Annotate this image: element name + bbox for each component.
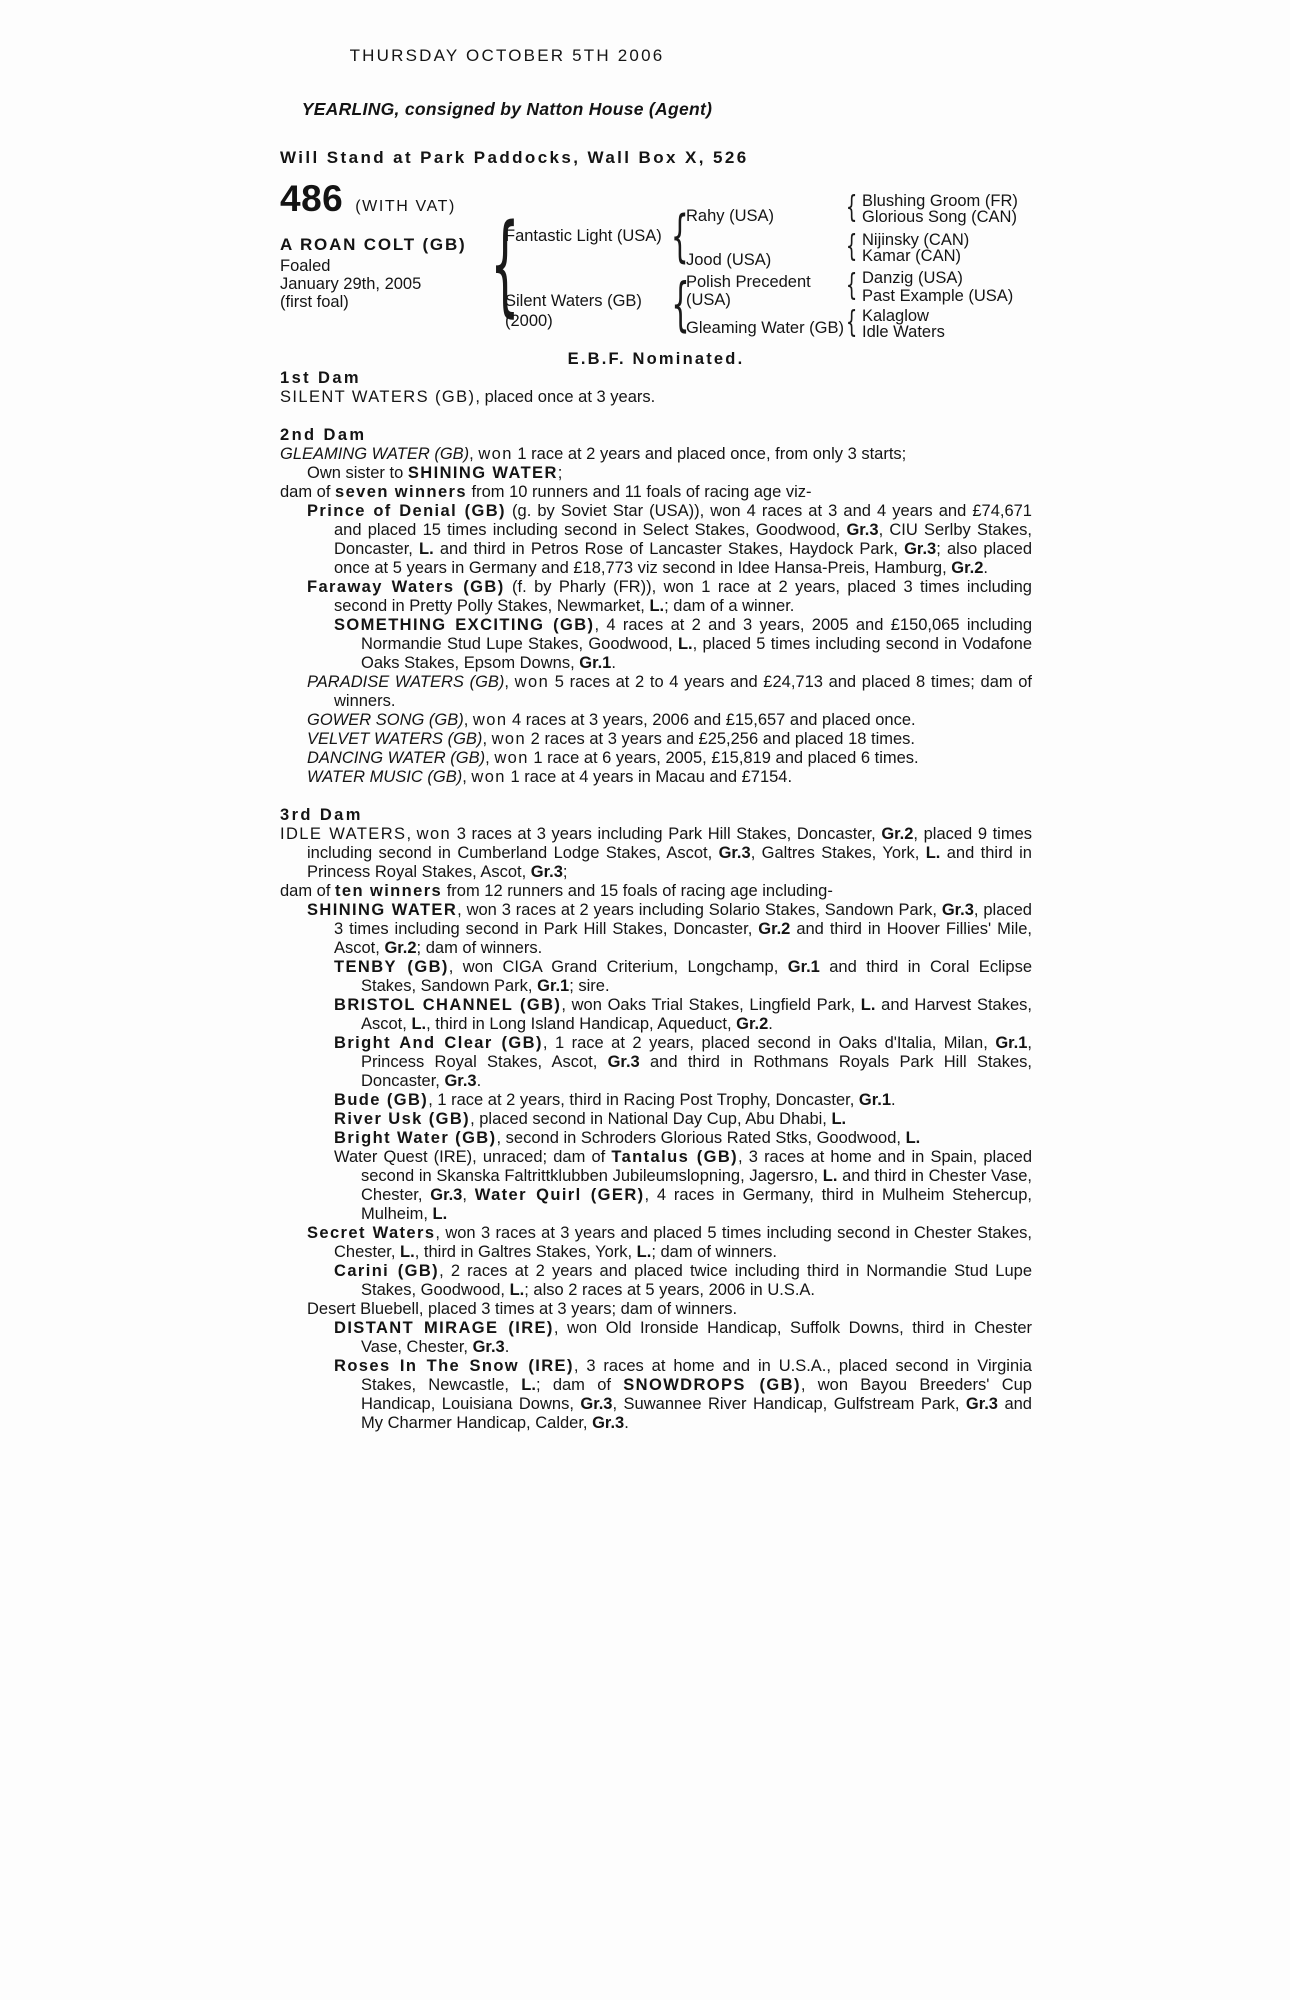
text-run: , second in Schroders Glorious Rated Stks, Goodwood, [496, 1129, 906, 1147]
pedigree-brace-sire: { [670, 204, 689, 269]
catalogue-text-column [280, 350, 1032, 1433]
pedigree-paragraph [280, 730, 1032, 749]
text-run: L. [822, 1167, 838, 1185]
pedigree-brace-gg3: { [845, 268, 858, 303]
text-run: Gr.1 [787, 958, 820, 976]
text-run: PARADISE WATERS (GB) [307, 673, 505, 691]
text-run: , third in Long Island Handicap, Aqueduct, [426, 1015, 737, 1033]
text-run: SHINING WATER [407, 464, 558, 482]
pedigree-paragraph [280, 768, 1032, 787]
text-run: and third in Chester Vase, Chester, [361, 1167, 1032, 1204]
text-run: and third in Hoover Fillies' Mile, Ascot, [334, 920, 1032, 957]
text-run: Gr.2 [881, 825, 914, 843]
pedigree-paragraph [280, 1148, 1032, 1224]
foaled-label: Foaled [280, 257, 331, 275]
text-run: and third in Coral Eclipse Stakes, Sandown Park, [361, 958, 1033, 995]
pedigree-paragraph [280, 616, 1032, 673]
pedigree-brace-main: { [490, 200, 520, 328]
text-run: Carini (GB) [334, 1262, 440, 1280]
text-run: Gr.2 [736, 1015, 769, 1033]
text-run: Bright And Clear (GB) [334, 1034, 543, 1052]
text-run: won [491, 730, 527, 748]
dam-section-heading: 1st Dam [280, 369, 361, 387]
text-run: ; sire. [569, 977, 610, 995]
text-run: SOMETHING EXCITING (GB) [334, 616, 595, 634]
dam-section-heading: 3rd Dam [280, 806, 363, 824]
text-run: 1 race at 2 years and placed once, from only 3 starts; [512, 445, 907, 463]
text-run: L. [925, 844, 941, 862]
text-run: Gr.1 [537, 977, 570, 995]
pedigree-paragraph [280, 464, 1032, 483]
pedigree-great-grandparent: Kalaglow [862, 307, 929, 325]
dam-section-heading: 2nd Dam [280, 426, 367, 444]
text-run: Gr.1 [858, 1091, 892, 1109]
horse-description: A ROAN COLT (GB) [280, 235, 467, 254]
text-run: , placed 3 times including second in Park Hill Stakes, Doncaster, [334, 901, 1032, 938]
pedigree-paragraph [280, 711, 1032, 730]
text-run: SNOWDROPS (GB) [623, 1376, 801, 1394]
text-run: Gr.3 [846, 521, 879, 539]
pedigree-brace-gg1: { [845, 190, 858, 225]
text-run: , [469, 445, 479, 463]
text-run: Bright Water (GB) [334, 1129, 497, 1147]
text-run: 5 races at 2 to 4 years and £24,713 and placed 8 times; dam of winners. [334, 673, 1033, 710]
pedigree-brace-dam: { [671, 270, 690, 338]
text-run: ten winners [335, 882, 443, 900]
text-run: Gr.1 [579, 654, 612, 672]
text-run: won [478, 445, 513, 463]
text-run: , [482, 730, 492, 748]
text-run: won [471, 768, 506, 786]
text-run: ; [557, 464, 563, 482]
text-run: Water Quest (IRE), unraced; dam of [334, 1148, 612, 1166]
text-run: dam of [280, 483, 336, 501]
pedigree-great-grandparent: Nijinsky (CAN) [862, 231, 970, 249]
pedigree-paragraph [280, 825, 1032, 882]
text-run: , [504, 673, 515, 691]
pedigree-great-grandparent: Kamar (CAN) [862, 247, 962, 265]
text-run: L. [521, 1376, 536, 1394]
pedigree-paragraph [280, 483, 1032, 502]
text-run: won [494, 749, 529, 767]
text-run: Faraway Waters (GB) [307, 578, 505, 596]
consignment-heading [0, 99, 1014, 120]
text-run: and Harvest Stakes, Ascot, [361, 996, 1032, 1033]
text-run: DISTANT MIRAGE (IRE) [334, 1319, 554, 1337]
text-run: (g. by Soviet Star (USA)), won 4 races at 3 and 4 years and £74,671 and placed 15 times including second in Select Stakes, Goodwood, [334, 502, 1032, 539]
text-run: Gr.3 [444, 1072, 477, 1090]
text-run: . [891, 1091, 896, 1109]
pedigree-dam-sire: Polish Precedent [686, 273, 811, 291]
text-run: , placed 5 times including second in Vodafone Oaks Stakes, Epsom Downs, [361, 635, 1032, 672]
text-run: . [768, 1015, 773, 1033]
text-run: GOWER SONG (GB) [307, 711, 464, 729]
text-run: , 2 races at 2 years and placed twice including third in Normandie Stud Lupe Stakes, Goodwood, [361, 1262, 1032, 1299]
pedigree-dam: Silent Waters (GB) [505, 292, 642, 310]
pedigree-great-grandparent: Blushing Groom (FR) [862, 192, 1018, 210]
pedigree-brace-gg2: { [845, 229, 858, 264]
text-run: Roses In The Snow (IRE) [334, 1357, 574, 1375]
pedigree-great-grandparent: Idle Waters [862, 323, 945, 341]
text-run: from 10 runners and 11 foals of racing age viz- [466, 483, 812, 501]
text-run: , third in Galtres Stakes, York, [414, 1243, 637, 1261]
sale-date-text: THURSDAY OCTOBER 5TH 2006 [349, 46, 665, 65]
text-run: L. [905, 1129, 921, 1147]
text-run: ; dam of winners. [416, 939, 543, 957]
text-run: Prince of Denial (GB) [307, 502, 506, 520]
dam-sections [280, 369, 1032, 1433]
text-run: 1 race at 4 years in Macau and £7154. [505, 768, 793, 786]
text-run: Gr.3 [718, 844, 751, 862]
text-run: L. [831, 1110, 847, 1128]
text-run: dam of [280, 882, 336, 900]
pedigree-sire-dam: Jood (USA) [686, 251, 772, 269]
text-run: ; dam of winners. [651, 1243, 777, 1261]
text-run: DANCING WATER (GB) [307, 749, 486, 767]
text-run: , 3 races at home and in Spain, placed second in Skanska Faltrittklubben Jubileumslopning, Jagersro, [361, 1148, 1032, 1185]
pedigree-paragraph [280, 1091, 1032, 1110]
pedigree-paragraph [280, 1262, 1032, 1300]
text-run: from 12 runners and 15 foals of racing age including- [442, 882, 833, 900]
text-run: and third in Petros Rose of Lancaster Stakes, Haydock Park, [433, 540, 905, 558]
text-run: , 4 races in Germany, third in Mulheim Stehercup, Mulheim, [361, 1186, 1032, 1223]
text-run: , 1 race at 2 years, placed second in Oaks d'Italia, Milan, [542, 1034, 996, 1052]
pedigree-paragraph [280, 882, 1032, 901]
text-run: Gr.3 [530, 863, 563, 881]
text-run: . [476, 1072, 482, 1090]
text-run: L. [509, 1281, 525, 1299]
text-run: 1 race at 6 years, 2005, £15,819 and placed 6 times. [528, 749, 919, 767]
text-run: L. [432, 1205, 448, 1223]
text-run: , won Old Ironside Handicap, Suffolk Downs, third in Chester Vase, Chester, [361, 1319, 1032, 1356]
text-run: (f. by Pharly (FR)), won 1 race at 2 years, placed 3 times including second in Pretty Polly Stakes, Newmarket, [334, 578, 1032, 615]
text-run: Desert Bluebell, placed 3 times at 3 years; dam of winners. [307, 1300, 738, 1318]
text-run: L. [411, 1015, 427, 1033]
pedigree-paragraph [280, 901, 1032, 958]
text-run: Water Quirl (GER) [474, 1186, 645, 1204]
text-run: , [463, 711, 473, 729]
text-run: River Usk (GB) [334, 1110, 471, 1128]
pedigree-great-grandparent: Past Example (USA) [862, 287, 1014, 305]
text-run: L. [636, 1243, 652, 1261]
text-run: won [472, 711, 508, 729]
text-run: Gr.3 [580, 1395, 613, 1413]
text-run: . [504, 1338, 510, 1356]
stand-location-heading: Will Stand at Park Paddocks, Wall Box X, 526 [280, 148, 749, 167]
text-run: L. [649, 597, 665, 615]
text-run: and third in Rothmans Royals Park Hill Stakes, Doncaster, [361, 1053, 1032, 1090]
text-run: , Suwannee River Handicap, Gulfstream Park, [612, 1395, 966, 1413]
pedigree-dam-sire-suffix: (USA) [686, 291, 731, 309]
pedigree-paragraph [280, 1110, 1032, 1129]
text-run: and My Charmer Handicap, Calder, [361, 1395, 1032, 1432]
pedigree-paragraph [280, 1300, 1032, 1319]
lot-number: 486 [280, 178, 344, 219]
text-run: IDLE WATERS [280, 825, 407, 843]
ebf-nominated-line: E.B.F. Nominated. [567, 350, 745, 368]
text-run: , Galtres Stakes, York, [750, 844, 926, 862]
text-run: , [462, 1186, 475, 1204]
pedigree-paragraph [280, 958, 1032, 996]
text-run: , won 3 races at 3 years and placed 5 times including second in Chester Stakes, Chester, [334, 1224, 1032, 1261]
pedigree-brace-gg4: { [845, 305, 858, 340]
text-run: seven winners [335, 483, 467, 501]
text-run: ; dam of a winner. [664, 597, 795, 615]
text-run: L. [400, 1243, 415, 1261]
pedigree-table [280, 178, 1040, 350]
text-run: Gr.2 [951, 559, 984, 577]
text-run: Gr.2 [384, 939, 417, 957]
text-run: , won 3 races at 2 years including Solario Stakes, Sandown Park, [457, 901, 942, 919]
text-run: SILENT WATERS (GB) [280, 388, 476, 406]
pedigree-great-grandparent: Danzig (USA) [862, 269, 963, 287]
pedigree-paragraph [280, 996, 1032, 1034]
text-run: ; also placed once at 5 years in Germany and £18,773 viz second in Idee Hansa-Preis, Hamburg, [334, 540, 1032, 577]
text-run: ; [562, 863, 568, 881]
text-run: . [611, 654, 616, 672]
text-run: Tantalus (GB) [611, 1148, 739, 1166]
text-run: Gr.3 [941, 901, 974, 919]
text-run: 4 races at 3 years, 2006 and £15,657 and placed once. [507, 711, 916, 729]
text-run: ; dam of [535, 1376, 624, 1394]
text-run: , 1 race at 2 years, third in Racing Post Trophy, Doncaster, [428, 1091, 859, 1109]
text-run: TENBY (GB) [334, 958, 449, 976]
text-run: ; also 2 races at 5 years, 2006 in U.S.A. [524, 1281, 815, 1299]
pedigree-paragraph [280, 1319, 1032, 1357]
text-run: , won CIGA Grand Criterium, Longchamp, [448, 958, 788, 976]
text-run: , won Oaks Trial Stakes, Lingfield Park, [561, 996, 861, 1014]
text-run: 2 races at 3 years and £25,256 and placed 18 times. [526, 730, 916, 748]
text-run: Gr.3 [430, 1186, 463, 1204]
text-run: , [485, 749, 495, 767]
lot-header [280, 178, 456, 219]
text-run: , [462, 768, 472, 786]
text-run: and third in Princess Royal Stakes, Ascot, [307, 844, 1032, 881]
pedigree-sire-sire: Rahy (USA) [686, 207, 775, 225]
lot-vat-note: (WITH VAT) [355, 198, 456, 215]
text-run: won [514, 673, 550, 691]
text-run: L. [677, 635, 693, 653]
text-run: , placed 9 times including second in Cumberland Lodge Stakes, Ascot, [307, 825, 1033, 862]
text-run: , won Bayou Breeders' Cup Handicap, Louisiana Downs, [361, 1376, 1032, 1413]
text-run: Own sister to [307, 464, 408, 482]
pedigree-paragraph [280, 1129, 1032, 1148]
text-run: Gr.3 [965, 1395, 998, 1413]
text-run: Gr.3 [472, 1338, 505, 1356]
sale-date-heading [0, 46, 1014, 66]
text-run: L. [860, 996, 876, 1014]
text-run: Gr.3 [607, 1053, 640, 1071]
pedigree-paragraph [280, 1224, 1032, 1262]
pedigree-paragraph [280, 578, 1032, 616]
text-run: . [624, 1414, 629, 1432]
pedigree-paragraph [280, 749, 1032, 768]
text-run: , 4 races at 2 and 3 years, 2005 and £150,065 including Normandie Stud Lupe Stakes, Goodwood, [361, 616, 1032, 653]
foaled-date: January 29th, 2005 [280, 275, 422, 293]
text-run: , 3 races at home and in U.S.A., placed second in Virginia Stakes, Newcastle, [361, 1357, 1032, 1394]
text-run: won [416, 825, 452, 843]
text-run: Gr.3 [592, 1414, 625, 1432]
text-run: Bude (GB) [334, 1091, 429, 1109]
text-run: VELVET WATERS (GB) [307, 730, 483, 748]
text-run: GLEAMING WATER (GB) [280, 445, 470, 463]
text-run: , [406, 825, 417, 843]
pedigree-dam-dam: Gleaming Water (GB) [686, 319, 845, 337]
pedigree-paragraph [280, 1357, 1032, 1433]
text-run: , Princess Royal Stakes, Ascot, [361, 1034, 1033, 1071]
pedigree-paragraph [280, 445, 1032, 464]
text-run: 3 races at 3 years including Park Hill Stakes, Doncaster, [451, 825, 882, 843]
text-run: Gr.2 [758, 920, 791, 938]
pedigree-dam-year: (2000) [505, 312, 553, 330]
consignment-text: YEARLING, consigned by Natton House (Agent) [301, 99, 713, 119]
text-run: . [983, 559, 988, 577]
text-run: , CIU Serlby Stakes, Doncaster, [334, 521, 1032, 558]
text-run: SHINING WATER [307, 901, 458, 919]
pedigree-paragraph [280, 388, 1032, 407]
pedigree-paragraph [280, 1034, 1032, 1091]
text-run: WATER MUSIC (GB) [307, 768, 463, 786]
pedigree-paragraph [280, 673, 1032, 711]
text-run: BRISTOL CHANNEL (GB) [334, 996, 562, 1014]
pedigree-paragraph [280, 502, 1032, 578]
text-run: Gr.3 [904, 540, 937, 558]
text-run: , placed second in National Day Cup, Abu Dhabi, [470, 1110, 832, 1128]
text-run: Gr.1 [995, 1034, 1028, 1052]
text-run: L. [419, 540, 434, 558]
text-run: Secret Waters [307, 1224, 436, 1242]
pedigree-great-grandparent: Glorious Song (CAN) [862, 208, 1017, 226]
foal-note: (first foal) [280, 293, 349, 311]
text-run: , placed once at 3 years. [475, 388, 656, 406]
pedigree-sire: Fantastic Light (USA) [505, 227, 662, 245]
